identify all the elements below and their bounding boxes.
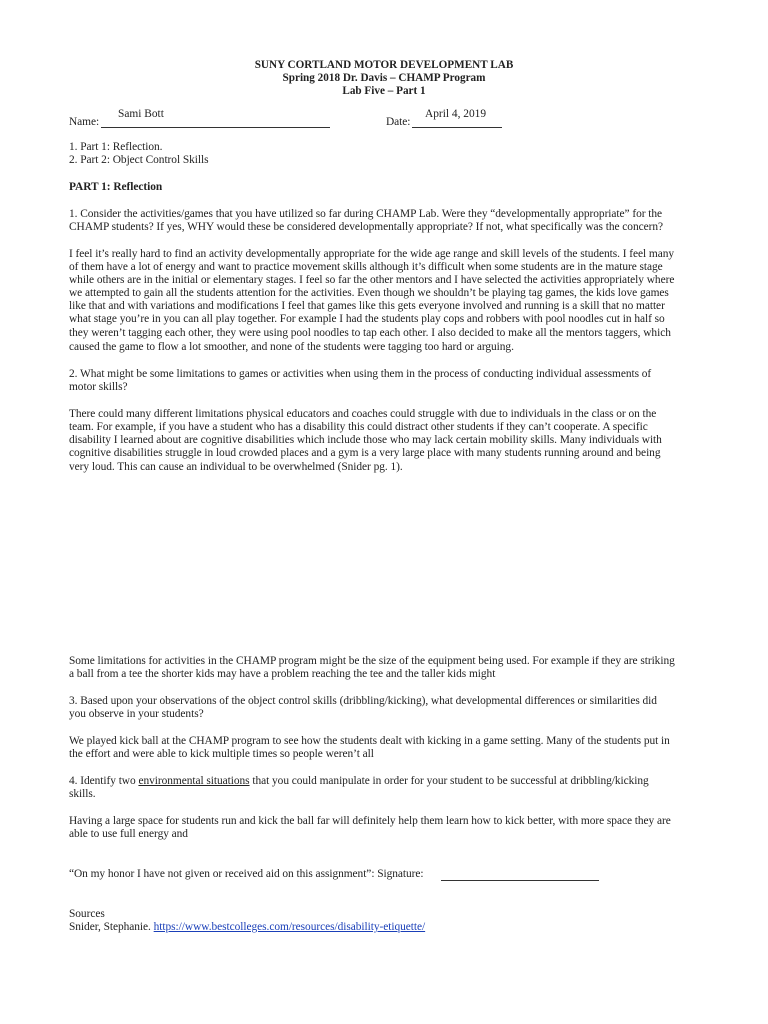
question-4-suffix: that you could manipulate in order for your student to be successful at dribbling/kicking <box>249 775 649 787</box>
answer-2-line: team. For example, if you have a student who has a disability this could distract other students if they can’t cooperate. A specific <box>69 421 648 433</box>
date-label: Date: <box>386 116 411 128</box>
answer-4-line: able to use full energy and <box>69 828 188 840</box>
answer-1-line: like that and with variations and modifications I feel that games like this gets everyone involved and running is a skill that no matter <box>69 300 665 312</box>
outline-item-1: 1. Part 1: Reflection. <box>69 141 163 153</box>
source-citation <box>69 921 425 935</box>
date-value[interactable]: April 4, 2019 <box>425 108 487 120</box>
lab-part-title: Lab Five – Part 1 <box>342 85 426 97</box>
answer-1-line: I feel it’s really hard to find an activity developmentally appropriate for the wide age range and skill levels of the students. I feel many <box>69 248 675 260</box>
answer-1-line: caused the game to flow a lot smoother, and none of the students were tagging too hard or arguing. <box>69 341 514 353</box>
outline-item-2: 2. Part 2: Object Control Skills <box>69 154 209 166</box>
name-value[interactable]: Sami Bott <box>118 108 164 120</box>
answer-3-line: We played kick ball at the CHAMP program to see how the students dealt with kicking in a game setting. Many of the students put in <box>69 735 670 747</box>
lab-title: SUNY CORTLAND MOTOR DEVELOPMENT LAB <box>254 59 514 71</box>
question-3-line: you observe in your students? <box>69 708 204 720</box>
question-4-line: skills. <box>69 788 96 800</box>
part1-heading: PART 1: Reflection <box>69 181 163 193</box>
question-2-line: 2. What might be some limitations to games or activities when using them in the process of conducting individual assessments of <box>69 368 652 380</box>
signature-line[interactable] <box>441 880 599 881</box>
answer-2-line: very loud. This can cause an individual to be overwhelmed (Snider pg. 1). <box>69 461 403 473</box>
answer-1-line: they weren’t tagging each other, they were using pool noodles to tap each other. I also decided to make all the mentors taggers, which <box>69 327 671 339</box>
source-link[interactable]: https://www.bestcolleges.com/resources/disability-etiquette/ <box>153 921 426 933</box>
answer-3-line: the effort and were able to kick multiple times so people weren’t all <box>69 748 374 760</box>
sources-heading: Sources <box>69 908 105 920</box>
question-4-emphasis: environmental situations <box>138 775 250 787</box>
source-author: Snider, Stephanie. <box>69 921 154 933</box>
date-underline <box>412 127 502 128</box>
question-3-line: 3. Based upon your observations of the object control skills (dribbling/kicking), what developmental differences or similarities did <box>69 695 657 707</box>
question-1-line: 1. Consider the activities/games that you have utilized so far during CHAMP Lab. Were they “developmentally appropriate” for the <box>69 208 663 220</box>
question-2-line: motor skills? <box>69 381 128 393</box>
question-4-line <box>69 775 649 789</box>
answer-4-line: Having a large space for students run and kick the ball far will definitely help them learn how to kick better, with more space they are <box>69 815 671 827</box>
answer-2-line: cognitive disabilities struggle in loud crowded places and a gym is a very large place with many students running around and being <box>69 447 661 459</box>
answer-2b-line: Some limitations for activities in the CHAMP program might be the size of the equipment being used. For example if they are striking <box>69 655 675 667</box>
honor-statement: “On my honor I have not given or received aid on this assignment”: Signature: <box>69 868 424 880</box>
answer-2-line: There could many different limitations physical educators and coaches could struggle with due to individuals in the class or on the <box>69 408 657 420</box>
answer-1-line: we attempted to gain all the students attention for the activities. Even though we shouldn’t be playing tag games, the kids love games <box>69 287 669 299</box>
program-title: Spring 2018 Dr. Davis – CHAMP Program <box>282 72 486 84</box>
answer-1-line: while others are in the initial or elementary stages. I feel so far the other mentors and I have selected the activities appropriately where <box>69 274 675 286</box>
answer-1-line: of them have a lot of energy and want to practice movement skills although it’s difficult when some students are in the mature stage <box>69 261 663 273</box>
answer-2b-line: a ball from a tee the shorter kids may have a problem reaching the tee and the taller kids might <box>69 668 496 680</box>
answer-2-line: disability I learned about are cognitive disabilities which include those who may lack certain mobility skills. Many individuals with <box>69 434 662 446</box>
question-4-prefix: 4. Identify two <box>69 775 139 787</box>
question-1-line: CHAMP students? If yes, WHY would these be considered developmentally appropriate? If not, what specifically was the concern? <box>69 221 664 233</box>
name-underline <box>101 127 330 128</box>
name-label: Name: <box>69 116 100 128</box>
answer-1-line: what stage you’re in you can all play together. For example I had the students play cops and robbers with pool noodles cut in half so <box>69 313 665 325</box>
